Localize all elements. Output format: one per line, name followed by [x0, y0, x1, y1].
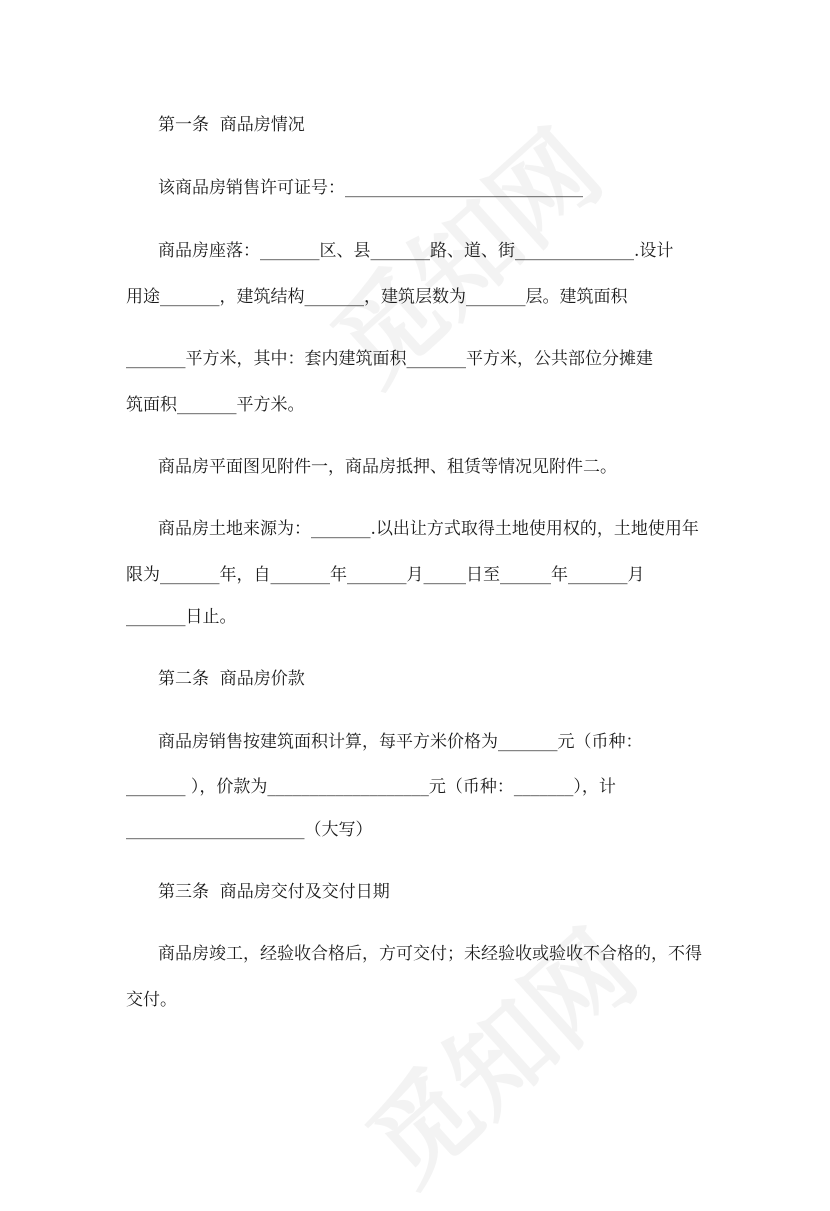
- shared-area-line: 筑面积_______平方米。: [126, 395, 305, 415]
- usage-line: 用途_______，建筑结构_______，建筑层数为_______层。建筑面积: [126, 287, 628, 307]
- delivery-condition-line: 商品房竣工，经验收合格后，方可交付；未经验收或验收不合格的，不得: [158, 944, 702, 964]
- delivery-end-line: 交付。: [126, 990, 177, 1010]
- watermark: [330, 891, 662, 1211]
- land-source-line: 商品房土地来源为：_______.以出让方式取得土地使用权的，土地使用年: [158, 519, 699, 539]
- land-term-end-line: _______日止。: [126, 607, 237, 627]
- sales-permit-line: 该商品房销售许可证号：____________________________: [158, 178, 583, 198]
- total-price-line: _______ ），价款为___________________元（币种：_______），计: [126, 777, 616, 797]
- article-3-heading: 第三条 商品房交付及交付日期: [158, 882, 390, 902]
- capital-amount-line: _____________________（大写）: [126, 820, 373, 840]
- article-1-heading: 第一条 商品房情况: [158, 115, 305, 135]
- price-line: 商品房销售按建筑面积计算，每平方米价格为_______元（币种：: [158, 732, 643, 752]
- area-line: _______平方米，其中：套内建筑面积_______平方米，公共部位分摊建: [126, 349, 653, 369]
- land-term-line: 限为_______年，自_______年_______月_____日至______年_______月: [126, 565, 645, 585]
- floor-plan-line: 商品房平面图见附件一，商品房抵押、租赁等情况见附件二。: [158, 457, 617, 477]
- article-2-heading: 第二条 商品房价款: [158, 669, 305, 689]
- location-line: 商品房座落：_______区、县_______路、道、街______________.设计: [158, 241, 674, 261]
